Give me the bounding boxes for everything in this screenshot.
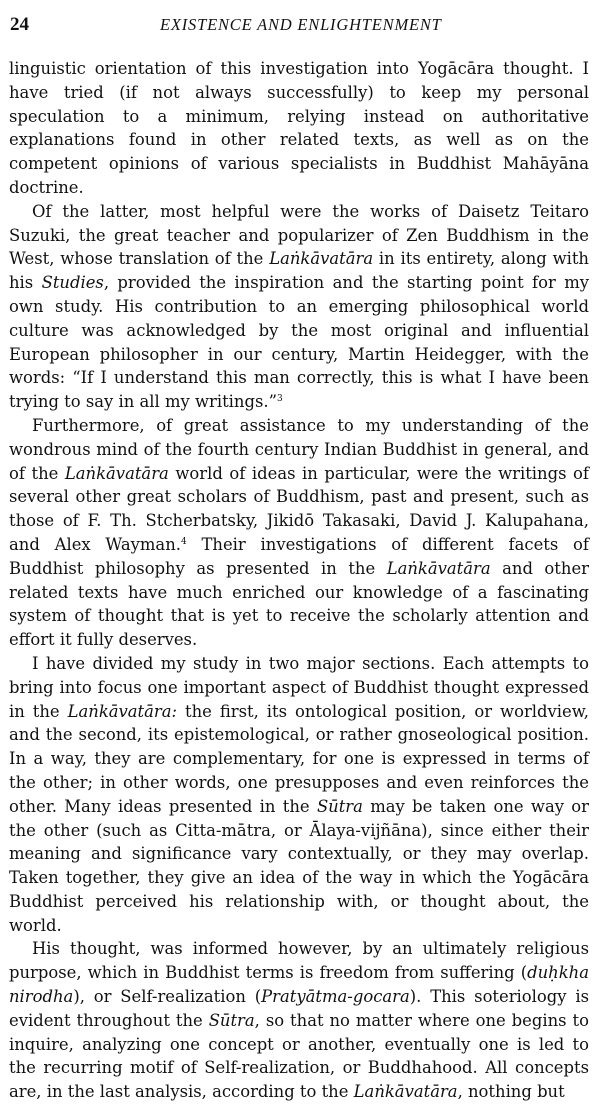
text-run: may be taken one way or the other (such as Citta-mātra, or Ālaya-vijñāna), since either their meaning and significance vary contextually, or they may overlap. Taken together, they give an idea of the way in which the Yogācāra Buddhist perceived his relationship with, or thought about, the world. [9, 796, 589, 935]
text-run: Their investigations of different facets of Buddhist philosophy as presented in the [9, 534, 589, 578]
text-run: I have divided my study in two major sections. Each attempts to bring into focus one important aspect of Buddhist thought expressed in the [9, 653, 589, 721]
text-run: ). This soteriology is evident throughout the [9, 987, 589, 1030]
italic-term: Laṅkāvatāra [386, 558, 491, 578]
running-title: EXISTENCE AND ENLIGHTENMENT [160, 15, 442, 34]
text-run: Furthermore, of great assistance to my understanding of the wondrous mind of the fourth century Indian Buddhist in general, and of the [9, 415, 589, 483]
text-run: , nothing but [457, 1082, 565, 1102]
paragraph [9, 57, 589, 200]
text-run: , provided the inspiration and the starting point for my own study. His contribution to an emerging philosophical world culture was acknowledged by the most original and influential European philosopher in our century, Martin Heidegger, with the words: “If I understand this man correctly, this is what I have been trying to say in all my writings.” [9, 273, 590, 412]
text-run: and other related texts have much enriched our knowledge of a fascinating system of thought that is yet to receive the scholarly attention and effort it fully deserves. [9, 558, 589, 650]
italic-term: Laṅkāvatāra [269, 249, 374, 269]
text-run: , so that no matter where one begins to inquire, analyzing one concept or another, eventually one is led to the recurring motif of Self-realization, or Buddhahood. All concepts are, in the last analysis, according to the [9, 1010, 589, 1102]
body-text [9, 57, 589, 1104]
page-header [10, 14, 590, 40]
italic-term: Pratyātma-gocara [261, 987, 410, 1007]
page-number: 24 [10, 14, 29, 35]
text-run: in its entirety, along with his [9, 249, 589, 293]
text-run: linguistic orientation of this investigation into Yogācāra thought. I have tried (if not always successfully) to keep my personal speculation to a minimum, relying instead on authoritative explanations found in other related texts, as well as on the competent opinions of various specialists in Buddhist Mahāyāna doctrine. [9, 59, 589, 197]
italic-term: Laṅkāvatāra [353, 1082, 458, 1102]
text-run: ), or Self-realization ( [73, 987, 262, 1007]
text-run: world of ideas in particular, were the writings of several other great scholars of Buddhism, past and present, such as those of F. Th. Stcherbatsky, Jikidō Takasaki, David J. Kalupahana, and Alex Wayman. [9, 463, 589, 554]
footnote-marker: 4 [180, 536, 187, 547]
italic-term: Sūtra [316, 796, 363, 816]
paragraph [9, 937, 589, 1104]
text-run: His thought, was informed however, by an ultimately religious purpose, which in Buddhist terms is freedom from suffering ( [9, 939, 589, 983]
text-run: the first, its ontological position, or worldview, and the second, its epistemological, or rather gnoseological position. In a way, they are complementary, for one is expressed in terms of the other; in other words, one presupposes and even reinforces the other. Many ideas presented in the [9, 701, 590, 816]
paragraph [9, 200, 589, 414]
italic-term: Laṅkāvatāra [64, 463, 169, 483]
paragraph [9, 414, 589, 652]
italic-term: duḥkha nirodha [9, 963, 589, 1007]
text-run: Of the latter, most helpful were the works of Daisetz Teitaro Suzuki, the great teacher and popularizer of Zen Buddhism in the West, whose translation of the [9, 201, 589, 269]
italic-term: Laṅkāvatāra: [67, 701, 178, 721]
footnote-marker: 3 [276, 394, 283, 405]
paragraph [9, 652, 589, 938]
italic-term: Sūtra [208, 1010, 255, 1030]
italic-term: Studies [41, 273, 104, 293]
